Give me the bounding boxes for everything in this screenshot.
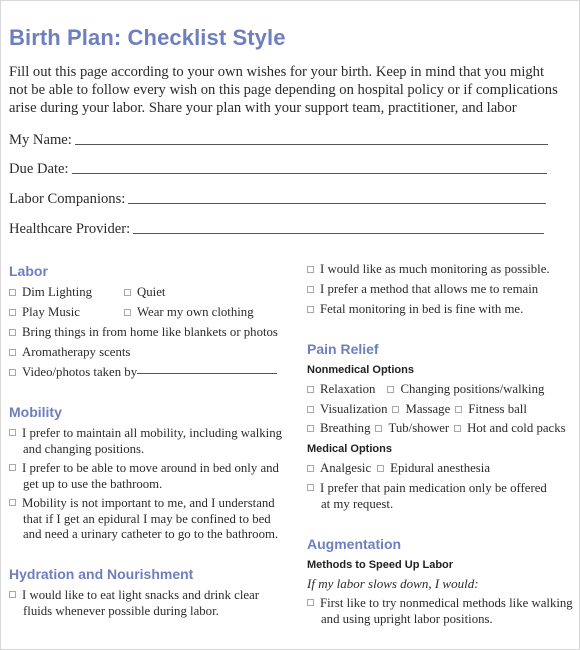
nonmedical-first-line: First like to try nonmedical methods like walking — [320, 596, 573, 610]
healthcare-provider-label: Healthcare Provider: — [9, 221, 131, 237]
relaxation-checkbox[interactable] — [307, 386, 314, 393]
mobility-3-line: and need a urinary catheter to go to the bathroom. — [23, 527, 279, 541]
name-line[interactable] — [75, 143, 548, 145]
intro-line: arise during your labor. Share your plan with your support team, practitioner, and labor — [9, 100, 517, 116]
tub-shower-checkbox[interactable] — [375, 425, 382, 432]
mobility-1-checkbox[interactable] — [9, 429, 16, 436]
massage-checkbox[interactable] — [392, 406, 399, 413]
quiet-label: Quiet — [137, 285, 166, 299]
mobility-3-line: that if I get an epidural I may be confined to bed — [23, 511, 271, 526]
nonmedical-first-line: and using upright labor positions. — [321, 611, 493, 626]
monitoring-3-checkbox[interactable] — [307, 306, 314, 313]
fitness-ball-checkbox[interactable] — [455, 406, 462, 413]
due-date-label: Due Date: — [9, 161, 69, 177]
monitoring-1-label: I would like as much monitoring as possible. — [320, 262, 550, 276]
relaxation-label: Relaxation — [320, 382, 376, 396]
changing-positions-checkbox[interactable] — [387, 386, 394, 393]
analgesic-checkbox[interactable] — [307, 465, 314, 472]
epidural-label: Epidural anesthesia — [390, 461, 491, 475]
labor-companions-label: Labor Companions: — [9, 191, 126, 207]
mobility-item-1 — [9, 426, 282, 457]
name-label: My Name: — [9, 132, 72, 148]
nonmedical-options-heading: Nonmedical Options — [307, 364, 414, 376]
hydration-1-checkbox[interactable] — [9, 591, 16, 598]
hot-cold-packs-label: Hot and cold packs — [467, 421, 566, 435]
intro-line: Fill out this page according to your own wishes for your birth. Keep in mind that you might — [9, 64, 545, 80]
pain-medication-checkbox[interactable] — [307, 484, 314, 491]
monitoring-2-label: I prefer a method that allows me to remain — [320, 282, 539, 296]
dim-lighting-label: Dim Lighting — [22, 285, 93, 299]
pain-row-1 — [307, 382, 544, 397]
play-music-row — [9, 305, 80, 320]
epidural-checkbox[interactable] — [377, 465, 384, 472]
labor-heading: Labor — [9, 263, 48, 279]
due-date-field[interactable] — [9, 161, 547, 178]
video-label: Video/photos taken by — [22, 365, 138, 379]
pain-medication-item — [307, 481, 547, 512]
methods-heading: Methods to Speed Up Labor — [307, 559, 454, 571]
mobility-2-line: get up to use the bathroom. — [23, 476, 163, 491]
visualization-label: Visualization — [320, 402, 388, 416]
mobility-heading: Mobility — [9, 404, 62, 420]
play-music-label: Play Music — [22, 305, 80, 319]
pain-row-4 — [307, 461, 490, 476]
breathing-label: Breathing — [320, 421, 371, 435]
hydration-heading: Hydration and Nourishment — [9, 566, 194, 582]
aromatherapy-label: Aromatherapy scents — [22, 345, 131, 359]
labor-companions-line[interactable] — [128, 202, 546, 204]
pain-relief-heading: Pain Relief — [307, 341, 379, 357]
quiet-checkbox[interactable] — [124, 289, 131, 296]
monitoring-row-3 — [307, 302, 523, 317]
due-date-line[interactable] — [72, 172, 547, 174]
nonmedical-first-checkbox[interactable] — [307, 599, 314, 606]
pain-row-3 — [307, 421, 566, 436]
monitoring-row-2 — [307, 282, 538, 297]
bring-things-row — [9, 325, 278, 340]
aromatherapy-row — [9, 345, 130, 360]
pain-medication-line: at my request. — [321, 496, 394, 511]
page-title: Birth Plan: Checklist Style — [9, 25, 286, 50]
video-row — [9, 365, 277, 380]
mobility-item-2 — [9, 461, 279, 492]
fitness-ball-label: Fitness ball — [468, 402, 527, 416]
mobility-3-line: Mobility is not important to me, and I understand — [22, 496, 275, 510]
pain-row-2 — [307, 402, 527, 417]
video-checkbox[interactable] — [9, 369, 16, 376]
monitoring-2-checkbox[interactable] — [307, 286, 314, 293]
healthcare-provider-line[interactable] — [133, 232, 544, 234]
mobility-1-line: I prefer to maintain all mobility, including walking — [22, 426, 283, 440]
mobility-1-line: and changing positions. — [23, 441, 145, 456]
mobility-2-line: I prefer to be able to move around in bed only and — [22, 461, 279, 475]
own-clothing-row — [124, 305, 254, 320]
hydration-item-1 — [9, 588, 259, 619]
changing-positions-label: Changing positions/walking — [400, 382, 545, 396]
labor-row-1 — [9, 285, 92, 300]
augmentation-heading: Augmentation — [307, 536, 402, 552]
mobility-2-checkbox[interactable] — [9, 464, 16, 471]
own-clothing-label: Wear my own clothing — [137, 305, 254, 319]
medical-options-heading: Medical Options — [307, 443, 392, 455]
dim-lighting-checkbox[interactable] — [9, 289, 16, 296]
hydration-1-line: I would like to eat light snacks and drink clear — [22, 588, 260, 602]
pain-medication-line: I prefer that pain medication only be offered — [320, 481, 547, 495]
aromatherapy-checkbox[interactable] — [9, 349, 16, 356]
monitoring-row-1 — [307, 262, 550, 277]
mobility-3-checkbox[interactable] — [9, 499, 16, 506]
breathing-checkbox[interactable] — [307, 425, 314, 432]
play-music-checkbox[interactable] — [9, 309, 16, 316]
bring-things-checkbox[interactable] — [9, 329, 16, 336]
if-labor-slows-text: If my labor slows down, I would: — [307, 576, 479, 591]
monitoring-3-label: Fetal monitoring in bed is fine with me. — [320, 302, 524, 316]
massage-label: Massage — [405, 402, 451, 416]
video-line[interactable] — [137, 372, 277, 374]
hydration-1-line: fluids whenever possible during labor. — [23, 603, 219, 618]
healthcare-provider-field[interactable] — [9, 221, 544, 238]
tub-shower-label: Tub/shower — [388, 421, 450, 435]
bring-things-label: Bring things in from home like blankets or photos — [22, 325, 278, 339]
nonmedical-first-item — [307, 596, 573, 627]
quiet-row — [124, 285, 165, 300]
monitoring-1-checkbox[interactable] — [307, 266, 314, 273]
mobility-item-3 — [9, 496, 278, 543]
intro-line: not be able to follow every wish on this page depending on hospital policy or if complications — [9, 82, 558, 98]
name-field[interactable] — [9, 132, 548, 149]
labor-companions-field[interactable] — [9, 191, 546, 208]
analgesic-label: Analgesic — [320, 461, 372, 475]
visualization-checkbox[interactable] — [307, 406, 314, 413]
own-clothing-checkbox[interactable] — [124, 309, 131, 316]
intro-paragraph — [9, 63, 577, 117]
hot-cold-packs-checkbox[interactable] — [454, 425, 461, 432]
